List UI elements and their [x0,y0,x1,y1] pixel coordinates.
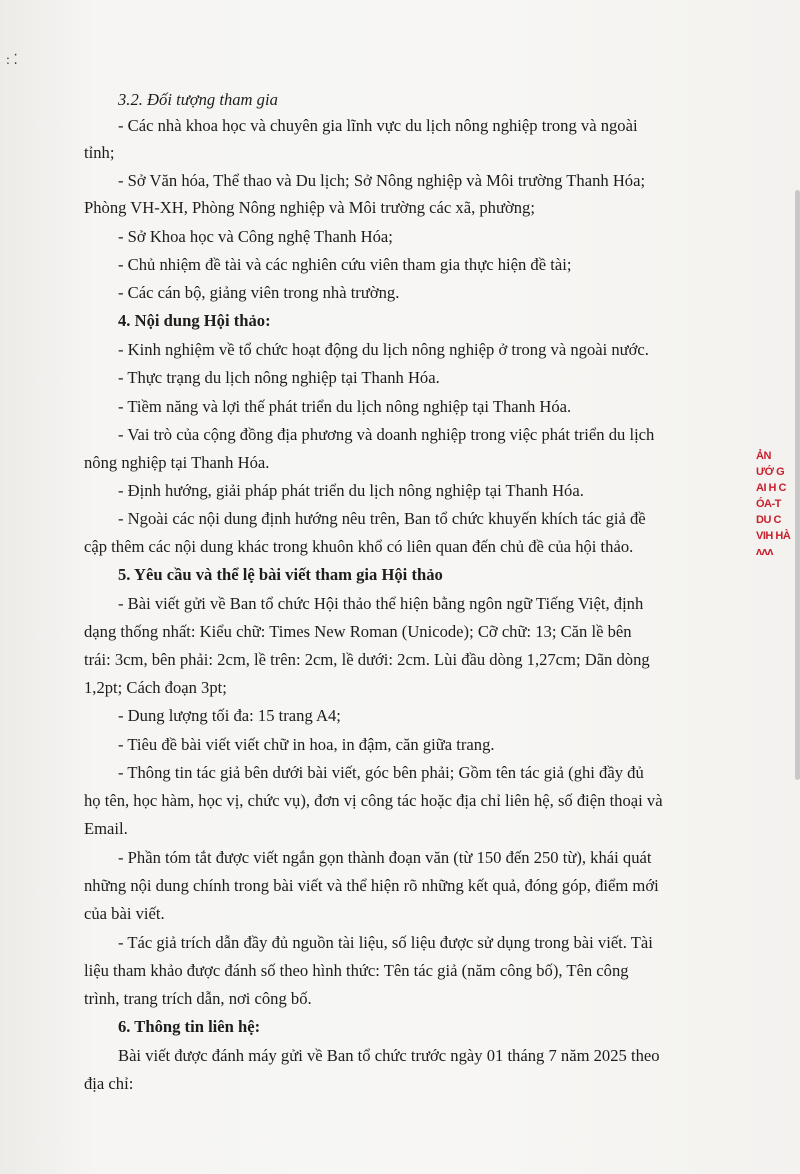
text-line: - Tiêu đề bài viết viết chữ in hoa, in đậm, căn giữa trang. [118,735,495,754]
text-line: - Ngoài các nội dung định hướng nêu trên, Ban tổ chức khuyến khích tác giả đề [118,509,646,528]
text-line: trái: 3cm, bên phải: 2cm, lề trên: 2cm, lề dưới: 2cm. Lùi đầu dòng 1,27cm; Dãn dòng [84,650,650,669]
section-5-heading: 5. Yêu cầu và thể lệ bài viết tham gia Hội thảo [118,565,443,584]
stamp-text: ᴧᴧᴧ [756,546,773,558]
text-line: - Kinh nghiệm về tổ chức hoạt động du lịch nông nghiệp ở trong và ngoài nước. [118,340,649,359]
text-line: dạng thống nhất: Kiểu chữ: Times New Roman (Unicode); Cỡ chữ: 13; Căn lề bên [84,622,632,641]
text-line: tỉnh; [84,143,115,162]
text-line: - Vai trò của cộng đồng địa phương và doanh nghiệp trong việc phát triển du lịch [118,425,655,444]
text-line: - Chủ nhiệm đề tài và các nghiên cứu viên tham gia thực hiện đề tài; [118,255,572,274]
text-line: Bài viết được đánh máy gửi về Ban tổ chức trước ngày 01 tháng 7 năm 2025 theo [118,1046,660,1065]
text-line: - Thực trạng du lịch nông nghiệp tại Thanh Hóa. [118,368,440,387]
margin-marks: : ⁚ [6,53,18,68]
stamp-text: VIH HÀ [756,530,791,542]
text-line: - Phần tóm tắt được viết ngắn gọn thành đoạn văn (từ 150 đến 250 từ), khái quát [118,848,652,867]
section-4-heading: 4. Nội dung Hội thảo: [118,311,271,330]
text-line: 1,2pt; Cách đoạn 3pt; [84,678,227,697]
text-line: địa chỉ: [84,1074,134,1093]
text-line: - Thông tin tác giả bên dưới bài viết, góc bên phải; Gồm tên tác giả (ghi đầy đủ [118,763,644,782]
text-line: - Dung lượng tối đa: 15 trang A4; [118,706,341,725]
stamp-text: ƯỚ G [756,466,785,478]
text-line: - Bài viết gửi về Ban tổ chức Hội thảo thể hiện bằng ngôn ngữ Tiếng Việt, định [118,594,644,613]
text-line: cập thêm các nội dung khác trong khuôn khổ có liên quan đến chủ đề của hội thảo. [84,537,634,556]
stamp-text: ÓA-T [756,498,781,510]
stamp-text: ẢN [756,450,771,462]
text-line: họ tên, học hàm, học vị, chức vụ), đơn vị công tác hoặc địa chỉ liên hệ, số điện thoại và [84,791,663,810]
text-line: trình, trang trích dẫn, nơi công bố. [84,989,312,1008]
text-line: - Tác giả trích dẫn đầy đủ nguồn tài liệu, số liệu được sử dụng trong bài viết. Tài [118,933,653,952]
section-3-2-heading: 3.2. Đối tượng tham gia [118,90,278,109]
stamp-text: DU C [756,514,781,526]
stamp-text: AI H C [756,482,786,494]
text-line: - Tiềm năng và lợi thế phát triển du lịch nông nghiệp tại Thanh Hóa. [118,397,572,416]
text-line: Email. [84,819,128,838]
text-line: những nội dung chính trong bài viết và thể hiện rõ những kết quả, đóng góp, điểm mới [84,876,659,895]
text-line: nông nghiệp tại Thanh Hóa. [84,453,270,472]
red-stamp-fragment [756,448,800,578]
scrollbar[interactable] [795,190,800,780]
text-line: - Sở Khoa học và Công nghệ Thanh Hóa; [118,227,393,246]
text-line: - Các cán bộ, giảng viên trong nhà trường. [118,283,400,302]
text-line: - Các nhà khoa học và chuyên gia lĩnh vực du lịch nông nghiệp trong và ngoài [118,116,638,135]
text-line: liệu tham khảo được đánh số theo hình thức: Tên tác giả (năm công bố), Tên công [84,961,629,980]
text-line: của bài viết. [84,904,165,923]
section-6-heading: 6. Thông tin liên hệ: [118,1017,261,1036]
text-line: Phòng VH-XH, Phòng Nông nghiệp và Môi trường các xã, phường; [84,198,535,217]
text-line: - Sở Văn hóa, Thể thao và Du lịch; Sở Nông nghiệp và Môi trường Thanh Hóa; [118,171,646,190]
text-line: - Định hướng, giải pháp phát triển du lịch nông nghiệp tại Thanh Hóa. [118,481,584,500]
